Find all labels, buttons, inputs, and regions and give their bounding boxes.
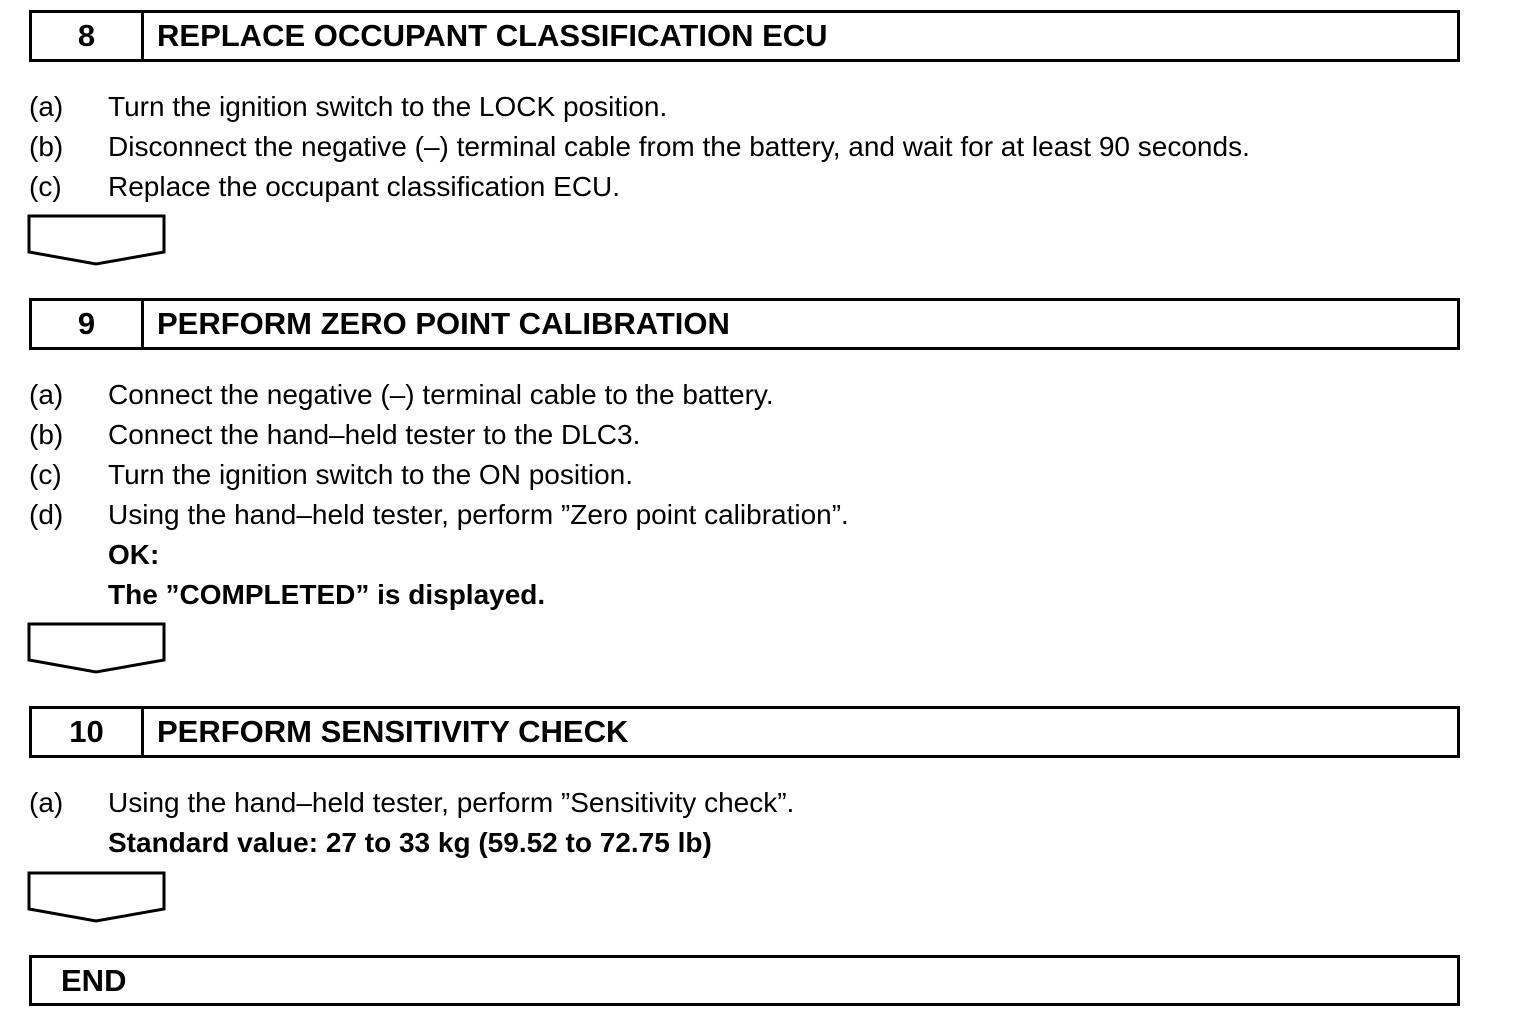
standard-value: Standard value: 27 to 33 kg (59.52 to 72.75 lb) — [108, 827, 712, 858]
item-text: Turn the ignition switch to the LOCK position. — [108, 91, 668, 122]
step-title: PERFORM ZERO POINT CALIBRATION — [157, 306, 730, 341]
item-marker: (a) — [29, 787, 64, 818]
item-text: Using the hand–held tester, perform ”Zero point calibration”. — [108, 499, 849, 530]
step-8-instructions — [29, 87, 1250, 207]
end-label: END — [61, 962, 127, 998]
step-number: 10 — [32, 709, 144, 755]
step-number: 9 — [32, 301, 144, 347]
ok-label: OK: — [108, 539, 160, 570]
item-text: Using the hand–held tester, perform ”Sensitivity check”. — [108, 787, 795, 818]
instruction-item — [29, 167, 1250, 207]
instruction-item — [29, 87, 1250, 127]
ok-condition: The ”COMPLETED” is displayed. — [108, 579, 546, 610]
instruction-item — [29, 127, 1250, 167]
instruction-item — [29, 415, 849, 455]
item-marker: (a) — [29, 379, 64, 410]
step-10-header — [29, 706, 1460, 758]
instruction-item — [29, 455, 849, 495]
item-text: Connect the negative (–) terminal cable to the battery. — [108, 379, 774, 410]
item-marker: (a) — [29, 91, 64, 122]
item-text: Disconnect the negative (–) terminal cable from the battery, and wait for at least 90 seconds. — [108, 131, 1250, 162]
instruction-item — [29, 783, 794, 823]
next-step-arrow-icon — [27, 871, 167, 923]
next-step-arrow-icon — [27, 214, 167, 266]
item-text: Turn the ignition switch to the ON position. — [108, 459, 633, 490]
item-marker: (d) — [29, 499, 64, 530]
step-title: PERFORM SENSITIVITY CHECK — [157, 714, 629, 749]
step-10-instructions — [29, 783, 794, 823]
item-text: Connect the hand–held tester to the DLC3. — [108, 419, 641, 450]
step-number: 8 — [32, 13, 144, 59]
step-9-header — [29, 298, 1460, 350]
step-title: REPLACE OCCUPANT CLASSIFICATION ECU — [157, 18, 828, 53]
item-marker: (b) — [29, 419, 64, 450]
instruction-item — [29, 375, 849, 415]
item-text: Replace the occupant classification ECU. — [108, 171, 621, 202]
next-step-arrow-icon — [27, 622, 167, 674]
step-9-instructions — [29, 375, 849, 535]
item-marker: (c) — [29, 171, 62, 202]
item-marker: (b) — [29, 131, 64, 162]
end-box — [29, 955, 1460, 1006]
instruction-item — [29, 495, 849, 535]
item-marker: (c) — [29, 459, 62, 490]
step-8-header — [29, 10, 1460, 62]
